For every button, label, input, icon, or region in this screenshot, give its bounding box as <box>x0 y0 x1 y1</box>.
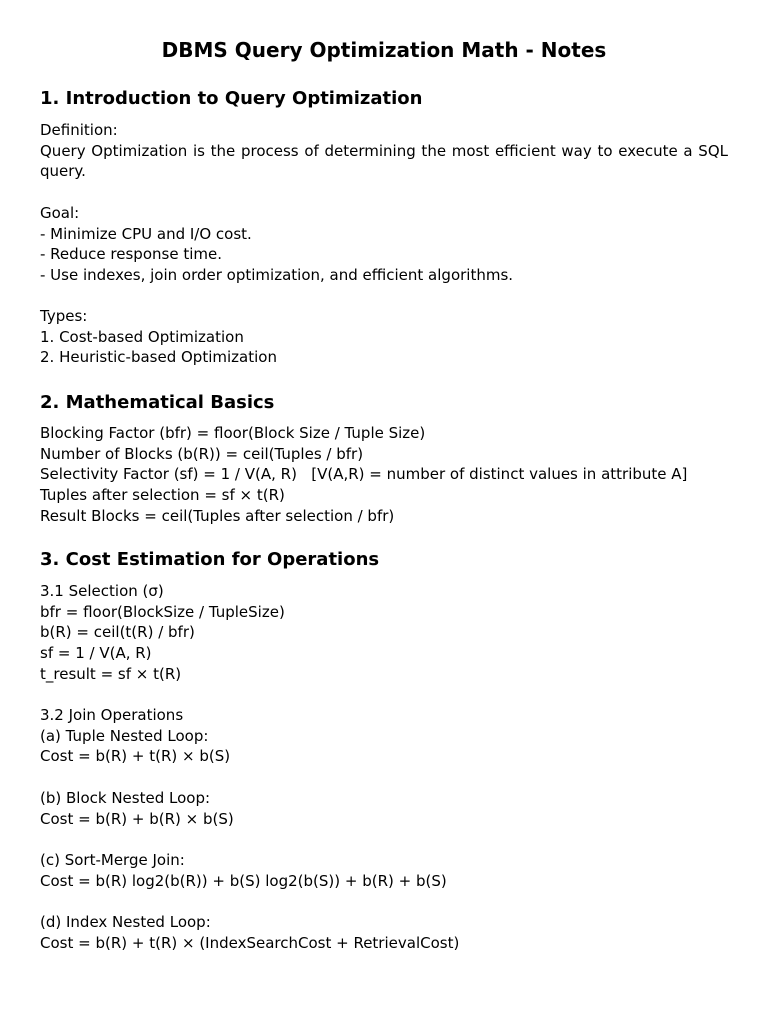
page-title: DBMS Query Optimization Math - Notes <box>161 38 607 62</box>
subsection-label: 3.1 Selection (σ) <box>40 582 164 600</box>
definition-text: Query Optimization is the process of determining the most efficient way to execute a SQL query. <box>40 141 728 181</box>
goal-item: - Minimize CPU and I/O cost. <box>40 224 252 243</box>
join-name: (d) Index Nested Loop: <box>40 912 211 931</box>
section-heading-introduction: 1. Introduction to Query Optimization <box>40 88 423 109</box>
formula-line: Blocking Factor (bfr) = floor(Block Size / Tuple Size) <box>40 424 426 442</box>
join-name: (a) Tuple Nested Loop: <box>40 726 209 745</box>
formula-line: Tuples after selection = sf × t(R) <box>40 486 285 505</box>
formula-line: sf = 1 / V(A, R) <box>40 644 152 663</box>
join-name: (b) Block Nested Loop: <box>40 788 211 807</box>
goal-label: Goal: <box>40 204 80 222</box>
goal-item: - Reduce response time. <box>40 245 222 264</box>
goal-item: - Use indexes, join order optimization, and efficient algorithms. <box>40 266 514 285</box>
join-name: (c) Sort-Merge Join: <box>40 850 185 869</box>
join-cost: Cost = b(R) + b(R) × b(S) <box>40 809 234 828</box>
subsection-label: 3.2 Join Operations <box>40 706 184 724</box>
section-heading-cost-estimation: 3. Cost Estimation for Operations <box>40 549 380 570</box>
formula-line: Selectivity Factor (sf) = 1 / V(A, R) [V(A,R) = number of distinct values in attribute A] <box>40 465 688 484</box>
join-cost: Cost = b(R) log2(b(R)) + b(S) log2(b(S)) + b(R) + b(S) <box>40 871 447 890</box>
types-block <box>40 306 728 368</box>
section-heading-math-basics: 2. Mathematical Basics <box>40 392 275 413</box>
join-cost: Cost = b(R) + t(R) × b(S) <box>40 747 231 766</box>
formula-line: t_result = sf × t(R) <box>40 664 182 683</box>
definition-label: Definition: <box>40 121 118 139</box>
blank-line <box>40 891 728 912</box>
formula-line: Number of Blocks (b(R)) = ceil(Tuples / bfr) <box>40 444 364 463</box>
definition-block <box>40 120 728 182</box>
blank-line <box>40 829 728 850</box>
goal-block <box>40 203 728 286</box>
formula-line: Result Blocks = ceil(Tuples after selection / bfr) <box>40 506 395 525</box>
types-label: Types: <box>40 307 88 325</box>
blank-line <box>40 767 728 788</box>
join-cost: Cost = b(R) + t(R) × (IndexSearchCost + RetrievalCost) <box>40 933 460 952</box>
type-item: 1. Cost-based Optimization <box>40 327 244 346</box>
join-operations-block <box>40 705 728 953</box>
formula-line: b(R) = ceil(t(R) / bfr) <box>40 623 195 642</box>
formula-line: bfr = floor(BlockSize / TupleSize) <box>40 602 285 621</box>
math-basics-block <box>40 423 728 527</box>
selection-block <box>40 581 728 685</box>
type-item: 2. Heuristic-based Optimization <box>40 348 277 367</box>
